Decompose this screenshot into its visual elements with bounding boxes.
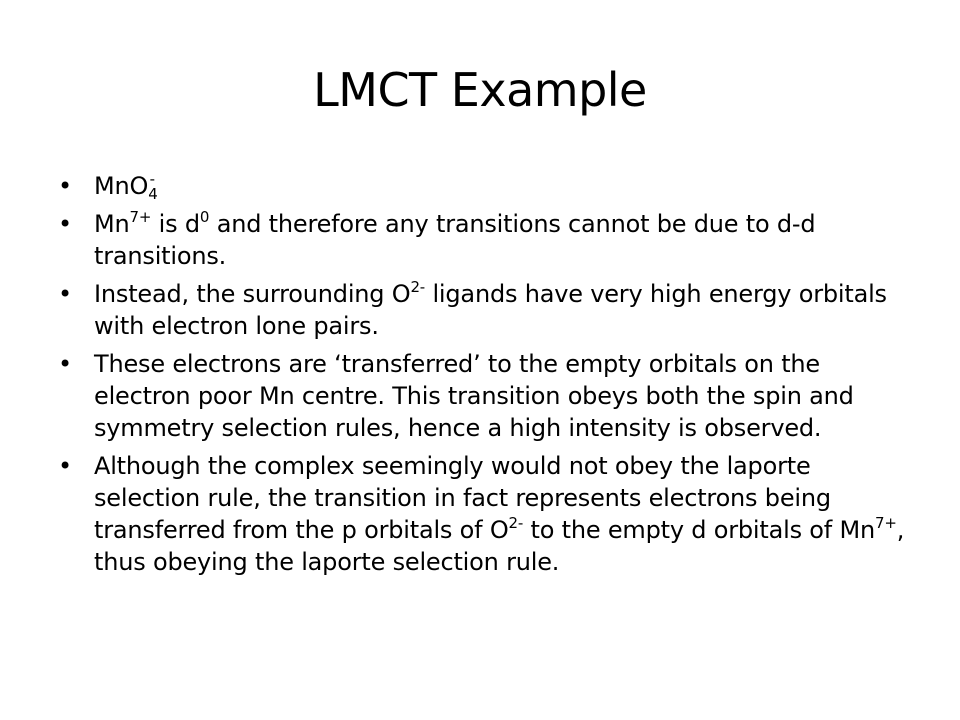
bullet-dot-icon: • (58, 172, 72, 200)
bullet-dot-icon: • (58, 210, 72, 238)
bullet-item-d0 (58, 208, 908, 272)
bullet-text: These electrons are ‘transferred’ to the empty orbitals on the electron poor Mn centre. This transition obeys both the spin and symmetry selection rules, hence a high intensity is observed. (94, 350, 854, 442)
bullet-dot-icon: • (58, 350, 72, 378)
bullet-dot-icon: • (58, 452, 72, 480)
bullet-item-laporte (58, 450, 908, 578)
bullet-item-ligands (58, 278, 908, 342)
bullet-item-transfer (58, 348, 908, 444)
bullet-list (58, 170, 908, 584)
bullet-text: $Mn^{7+}$ is $d^0$ and therefore any transitions cannot be due to d-d transitions. (94, 208, 816, 270)
bullet-text: Instead, the surrounding $O^{2-}$ ligands have very high energy orbitals with electron lone pairs. (94, 278, 887, 340)
slide-title: LMCT Example (313, 63, 647, 117)
bullet-text: Although the complex seemingly would not obey the laporte selection rule, the transition in fact represents electrons being transferred from the p orbitals of $O^{2-}$ to the empty d orbitals of $Mn^{7+}$, thus obeying the laporte selection rule. (94, 452, 905, 576)
bullet-dot-icon: • (58, 280, 72, 308)
bullet-text: MnO$_4$- (94, 170, 158, 203)
bullet-item-permanganate (58, 170, 908, 202)
